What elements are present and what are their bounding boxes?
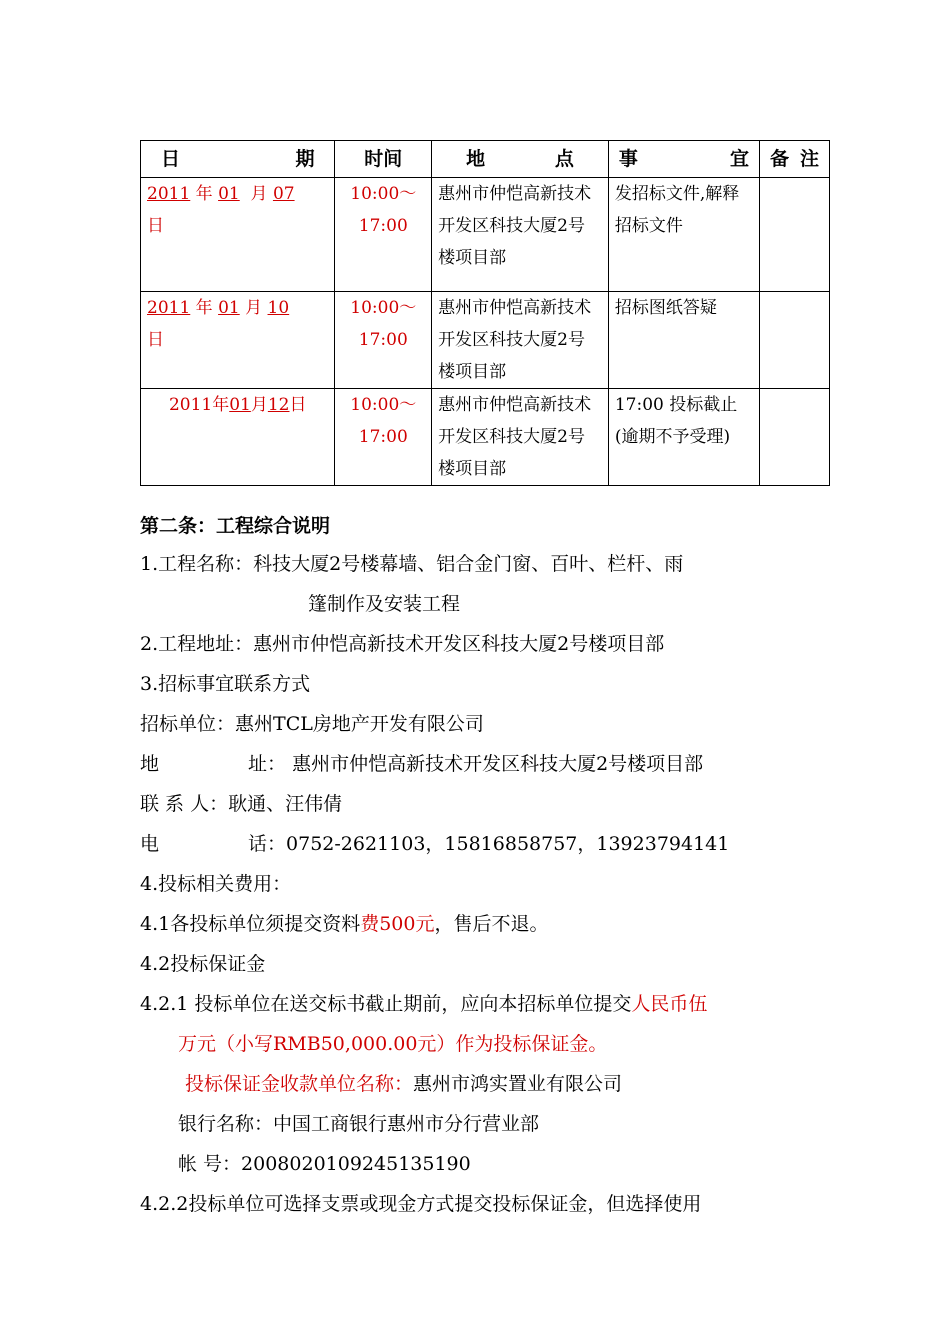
place-cell: 惠州市仲恺高新技术开发区科技大厦2号楼项目部 (432, 389, 609, 486)
date-cell: 2011 年 01 月 07 日 (141, 178, 335, 292)
project-name-line: 1.工程名称：科技大厦2号楼幕墙、铝合金门窗、百叶、栏杆、雨 (140, 553, 684, 575)
header-time: 时间 (335, 141, 432, 178)
payee-line: 投标保证金收款单位名称：惠州市鸿实置业有限公司 (185, 1073, 623, 1095)
note-cell (759, 178, 829, 292)
header-note: 备 注 (759, 141, 829, 178)
matter-cell: 17:00 投标截止(逾期不予受理) (608, 389, 759, 486)
time-cell: 10:00～ 17:00 (335, 178, 432, 292)
deposit-amount-line: 万元（小写RMB50,000.00元）作为投标保证金。 (178, 1033, 608, 1055)
payment-method-line: 4.2.2投标单位可选择支票或现金方式提交投标保证金，但选择使用 (140, 1193, 702, 1215)
place-cell: 惠州市仲恺高新技术开发区科技大厦2号楼项目部 (432, 292, 609, 389)
time-cell: 10:00～ 17:00 (335, 292, 432, 389)
section-body (140, 508, 830, 1224)
date-cell: 2011年01月12日 (141, 389, 335, 486)
header-place: 地 点 (432, 141, 609, 178)
section-title: 第二条：工程综合说明 (140, 515, 331, 537)
table-row (141, 389, 830, 486)
document-fee-line: 4.1各投标单位须提交资料费500元，售后不退。 (140, 913, 549, 935)
note-cell (759, 389, 829, 486)
contact-heading: 3.招标事宜联系方式 (140, 673, 311, 695)
bank-line: 银行名称：中国工商银行惠州市分行营业部 (178, 1113, 540, 1135)
account-line: 帐 号：2008020109245135190 (178, 1153, 471, 1175)
matter-cell: 招标图纸答疑 (608, 292, 759, 389)
note-cell (759, 292, 829, 389)
bid-unit-line: 招标单位：惠州TCL房地产开发有限公司 (140, 713, 484, 735)
table-row (141, 178, 830, 292)
address-line: 地 址： 惠州市仲恺高新技术开发区科技大厦2号楼项目部 (140, 753, 704, 775)
fees-heading: 4.投标相关费用： (140, 873, 292, 895)
deposit-clause-line: 4.2.1 投标单位在送交标书截止期前，应向本招标单位提交人民币伍 (140, 993, 708, 1015)
table-header-row (141, 141, 830, 178)
contact-person-line: 联 系 人：耿通、汪伟倩 (140, 793, 343, 815)
matter-cell: 发招标文件,解释招标文件 (608, 178, 759, 292)
schedule-table (140, 140, 830, 486)
project-address-line: 2.工程地址：惠州市仲恺高新技术开发区科技大厦2号楼项目部 (140, 633, 665, 655)
table-row (141, 292, 830, 389)
place-cell: 惠州市仲恺高新技术开发区科技大厦2号楼项目部 (432, 178, 609, 292)
project-name-cont: 篷制作及安装工程 (308, 593, 461, 615)
deposit-heading: 4.2投标保证金 (140, 953, 266, 975)
header-matter: 事 宜 (608, 141, 759, 178)
date-cell: 2011 年 01 月 10 日 (141, 292, 335, 389)
header-date: 日 期 (141, 141, 335, 178)
phone-line: 电 话：0752-2621103，15816858757，13923794141 (140, 833, 730, 855)
time-cell: 10:00～ 17:00 (335, 389, 432, 486)
